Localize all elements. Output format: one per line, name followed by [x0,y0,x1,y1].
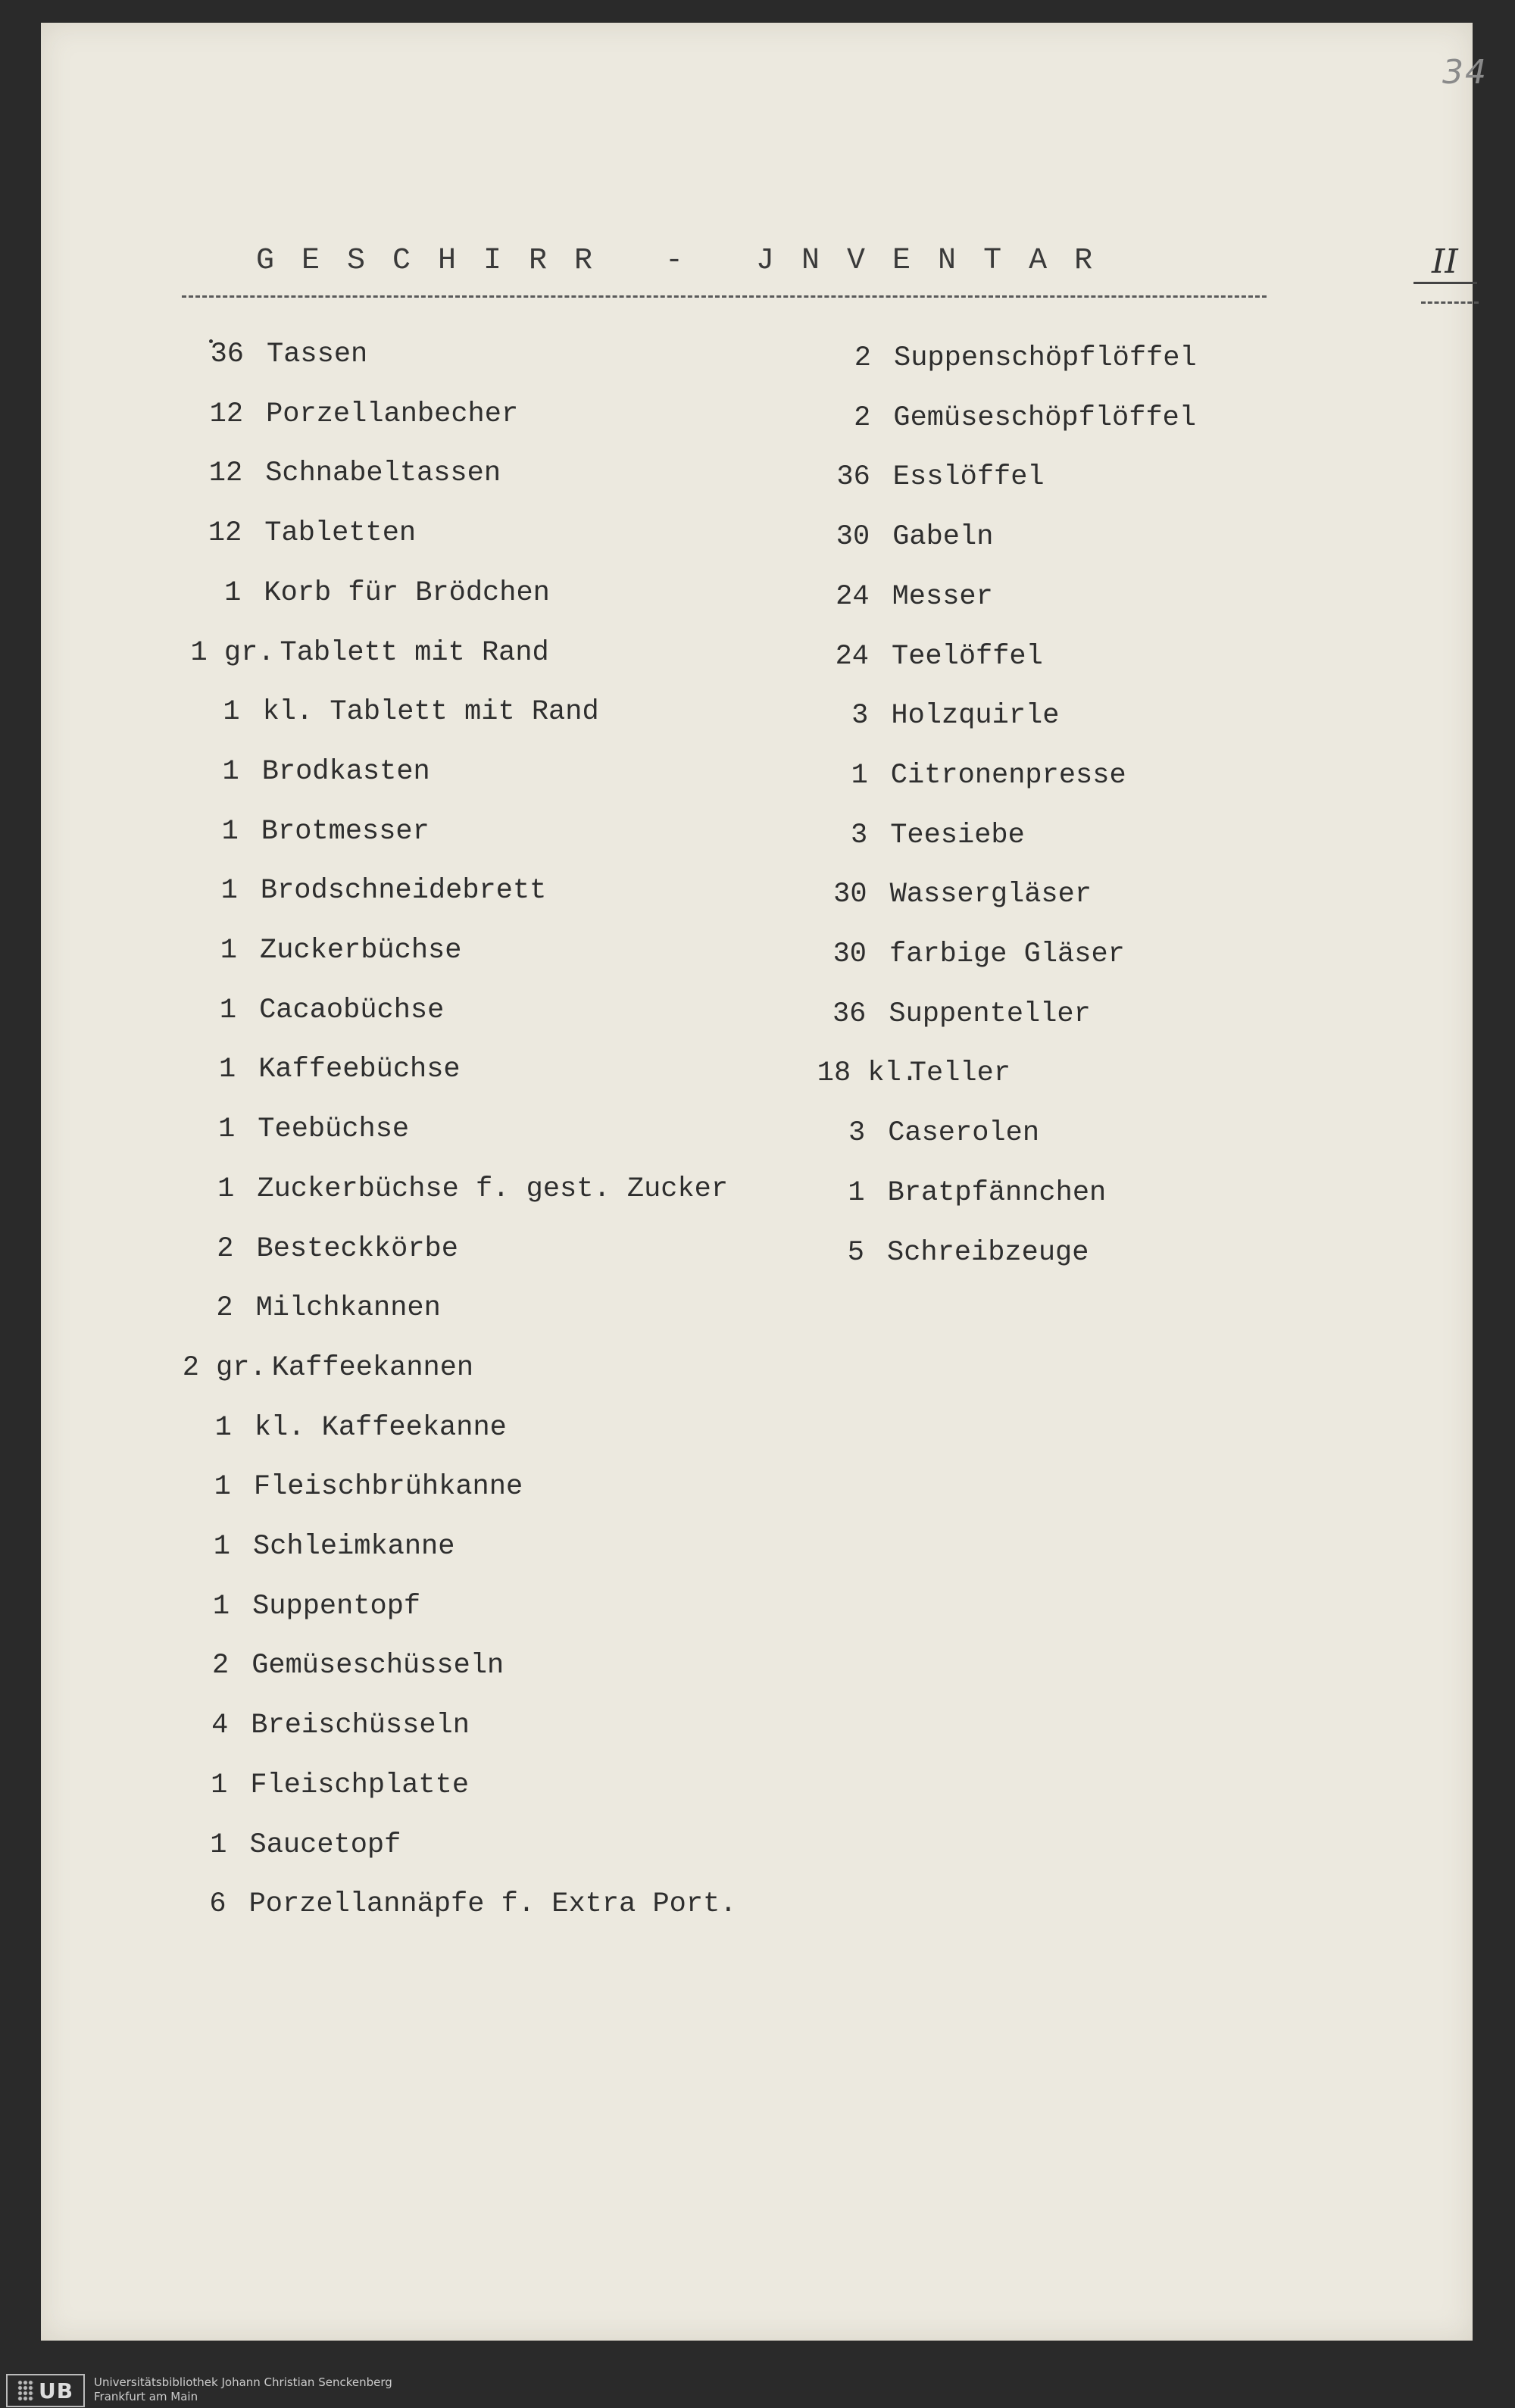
item-name: Kaffeebüchse [258,1054,461,1086]
numeral-dashed-underline [1421,301,1479,304]
left-inventory-item [184,1232,458,1265]
item-name: Teebüchse [258,1113,410,1146]
item-name: Milchkannen [255,1292,441,1325]
left-inventory-item [194,341,367,369]
item-name: kl. Tablett mit Rand [262,696,599,729]
library-credit [94,2375,392,2404]
item-name: Cacaobüchse [259,994,445,1026]
item-quantity: 36 [836,461,870,494]
item-name: Brotmesser [261,815,430,848]
item-name: Brodschneidebrett [260,875,547,907]
right-inventory-item [820,759,1126,792]
item-name: Fleischplatte [250,1769,470,1801]
right-inventory-item [817,998,1091,1030]
right-inventory-item [819,881,1092,909]
item-name: Tablett mit Rand [280,636,549,669]
item-name: Schleimkanne [253,1531,455,1563]
item-quantity: 1 [211,1769,228,1801]
item-quantity: 3 [850,819,868,851]
item-name: Suppentopf [252,1590,421,1623]
right-inventory-item [818,941,1125,969]
left-inventory-item [176,1888,737,1921]
item-quantity: 36 [210,339,244,370]
item-quantity: 1 [214,1411,232,1444]
item-quantity: 1 [218,1054,236,1086]
item-quantity: 1 [219,994,237,1026]
left-inventory-item [182,1411,507,1444]
left-inventory-item [192,460,501,488]
item-name: Schnabeltassen [265,458,501,490]
left-inventory-item [182,1351,474,1384]
item-name: Porzellannäpfe f. Extra Port. [248,1888,737,1921]
item-quantity: 2 gr. [182,1351,267,1384]
item-name: Gemüseschöpflöffel [893,401,1197,434]
left-inventory-item [183,1292,441,1325]
library-footer [0,2365,1515,2408]
left-inventory-item [190,696,599,729]
right-inventory-item [823,342,1197,374]
item-name: Saucetopf [249,1829,401,1861]
item-quantity: 2 [211,1650,230,1682]
left-inventory-item [180,1533,454,1561]
item-name: Gemüseschüsseln [251,1650,504,1682]
item-quantity: 1 gr. [190,636,275,669]
item-name: Suppenschöpflöffel [894,342,1197,374]
item-quantity: 1 [221,815,239,848]
item-quantity: 1 [217,1173,235,1205]
item-quantity: 6 [209,1888,226,1921]
item-name: Porzellanbecher [266,398,519,430]
item-name: Wassergläser [889,879,1092,911]
item-name: Teesiebe [890,819,1025,851]
item-quantity: 1 [848,1176,865,1209]
item-quantity: 4 [211,1710,229,1742]
left-inventory-item [191,576,550,609]
item-quantity: 24 [835,640,869,673]
left-inventory-item [181,1471,523,1504]
left-inventory-item [179,1652,504,1680]
right-inventory-item [817,1057,1011,1090]
right-inventory-item [822,461,1045,494]
item-name: Zuckerbüchse f. gest. Zucker [257,1173,729,1205]
item-quantity: 1 [214,1471,231,1504]
item-name: kl. Kaffeekanne [254,1411,507,1444]
item-quantity: 3 [851,700,869,732]
item-name: Tassen [267,339,368,370]
page-number: 34 [1442,53,1488,92]
library-logo [6,2374,85,2407]
left-inventory-item [189,755,430,788]
item-name: Teller [909,1057,1011,1090]
left-inventory-item [186,994,445,1026]
item-quantity: 1 [210,1829,227,1861]
left-inventory-item [188,877,546,905]
right-inventory-item [817,1176,1107,1209]
item-quantity: 12 [208,517,242,550]
item-quantity: 3 [848,1117,866,1150]
item-name: Teelöffel [892,640,1043,673]
item-quantity: 1 [218,1113,236,1146]
item-name: Messer [892,580,993,613]
item-quantity: 5 [847,1236,864,1269]
section-numeral: II [1432,242,1458,281]
item-quantity: 1 [222,755,239,788]
item-name: Bratpfännchen [887,1176,1107,1209]
left-inventory-item [177,1829,401,1861]
item-quantity: 1 [851,759,868,792]
item-name: Citronenpresse [890,759,1126,792]
left-inventory-item [185,1113,410,1146]
item-name: Esslöffel [892,461,1045,494]
item-name: Fleischbrühkanne [253,1471,523,1504]
item-name: Zuckerbüchse [260,935,462,967]
item-quantity: 12 [209,398,244,430]
right-inventory-item [821,521,994,554]
left-inventory-item [184,1173,729,1205]
item-quantity: 2 [216,1292,233,1325]
right-inventory-item [819,819,1025,851]
item-name: farbige Gläser [889,939,1125,970]
item-quantity: 24 [836,580,870,613]
item-quantity: 2 [854,342,871,374]
item-quantity: 30 [833,879,867,911]
right-inventory-item [821,580,993,613]
left-inventory-item [186,1056,460,1084]
page-title: GESCHIRR - JNVENTAR [256,244,1120,278]
right-inventory-item [817,1117,1040,1150]
logo-text: UB [38,2378,74,2403]
numeral-underline [1413,282,1477,284]
item-quantity: 1 [224,576,242,609]
item-name: Besteckkörbe [256,1232,458,1265]
right-inventory-item [816,1236,1089,1269]
library-city: Frankfurt am Main [94,2390,198,2403]
left-inventory-item [177,1769,470,1801]
item-quantity: 1 [213,1531,230,1563]
right-inventory-item [820,702,1059,730]
right-inventory-item [820,640,1043,673]
item-quantity: 30 [832,939,867,970]
item-name: Schreibzeuge [887,1236,1089,1269]
item-name: Caserolen [888,1117,1040,1150]
item-quantity: 18 kl. [817,1057,919,1090]
left-inventory-item [180,1590,421,1623]
item-name: Kaffeekannen [271,1351,474,1384]
item-quantity: 1 [212,1590,230,1623]
left-inventory-item [189,815,430,848]
item-quantity: 2 [854,401,871,434]
item-name: Korb für Brödchen [264,576,550,609]
item-quantity: 1 [223,696,240,729]
item-quantity: 1 [220,935,237,967]
item-name: Breischüsseln [251,1710,470,1742]
item-quantity: 2 [217,1232,234,1265]
left-inventory-item [192,517,417,550]
left-inventory-item [190,636,549,669]
item-quantity: 30 [836,521,870,554]
title-underline [182,295,1267,298]
library-name: Universitätsbibliothek Johann Christian Senckenberg [94,2375,392,2389]
left-inventory-item [178,1712,470,1740]
logo-dots-icon [17,2380,34,2401]
item-name: Gabeln [892,521,994,554]
item-quantity: 1 [220,875,238,907]
item-quantity: 36 [832,998,867,1030]
left-inventory-item [193,398,519,430]
item-name: Brodkasten [261,755,430,788]
left-inventory-item [187,937,461,965]
item-name: Tabletten [264,517,417,550]
right-inventory-item [822,401,1197,434]
item-name: Holzquirle [891,700,1060,732]
item-quantity: 12 [208,458,243,490]
item-name: Suppenteller [889,998,1091,1030]
